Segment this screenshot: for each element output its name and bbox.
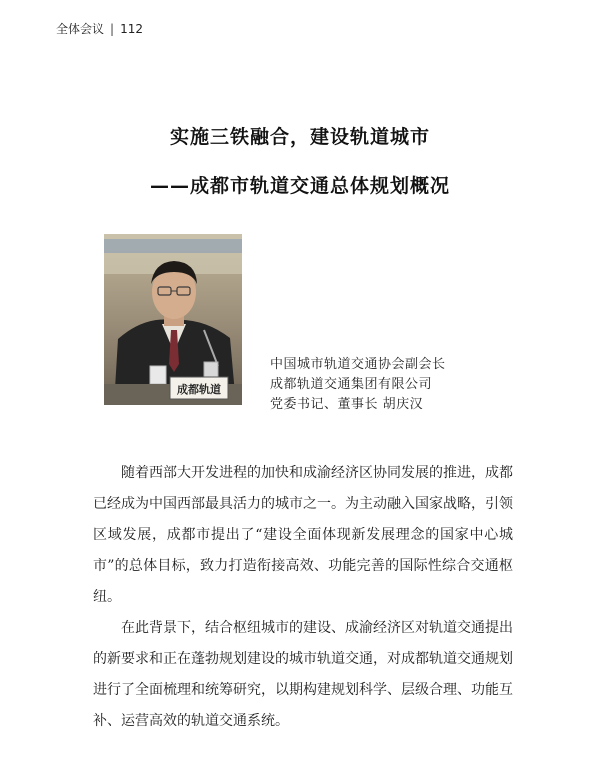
- body-paragraph-1: 随着西部大开发进程的加快和成渝经济区协同发展的推进，成都已经成为中国西部最具活力的城市之一。为主动融入国家战略，引领区域发展，成都市提出了“建设全面体现新发展理念的国家中心城市”的总体目标，致力打造衔接高效、功能完善的国际性综合交通枢纽。: [93, 465, 513, 605]
- author-line-2: 成都轨道交通集团有限公司: [270, 377, 433, 392]
- author-line-1: 中国城市轨道交通协会副会长: [270, 357, 446, 372]
- article-title: 实施三铁融合，建设轨道城市: [169, 126, 430, 148]
- article-body: [93, 458, 513, 737]
- article-subtitle: ——成都市轨道交通总体规划概况: [149, 175, 450, 197]
- nameplate-text: 成都轨道: [177, 383, 221, 396]
- author-line-3: 党委书记、董事长 胡庆汉: [270, 397, 424, 412]
- page-number: 112: [120, 22, 143, 36]
- author-affiliation: [270, 355, 446, 415]
- header-separator: |: [110, 22, 115, 36]
- author-photo: [104, 234, 242, 405]
- body-paragraph-2: 在此背景下，结合枢纽城市的建设、成渝经济区对轨道交通提出的新要求和正在蓬勃规划建设的城市轨道交通，对成都轨道交通规划进行了全面梳理和统筹研究，以期构建规划科学、层级合理、功能互补、运营高效的轨道交通系统。: [93, 620, 513, 729]
- author-photo-illustration: [104, 234, 242, 405]
- section-name: 全体会议: [56, 22, 105, 36]
- running-header: [56, 20, 143, 37]
